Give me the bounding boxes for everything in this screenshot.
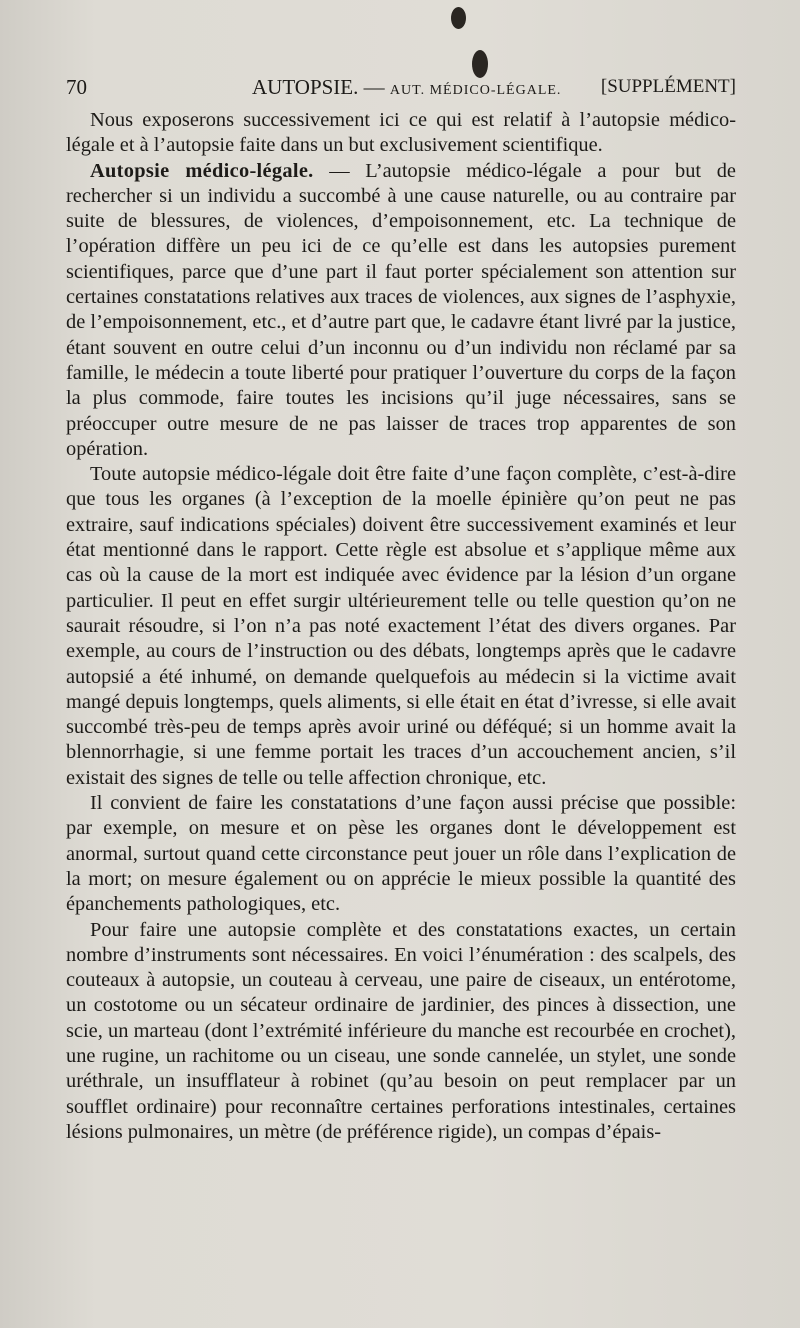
paragraph-3: Toute autopsie médico-légale doit être faite d’une façon complète, c’est-à-dire que tous les organes (à l’exception de la moelle épinière qu’on peut ne pas extraire, sauf indications spéciales) doivent être successivement examinés et leur état mentionné dans le rapport. Cette règle est absolue et s’applique même aux cas où la cause de la mort est indiquée avec évidence par la lésion d’un organe particulier. Il peut en effet surgir ultérieurement telle ou telle question qu’on ne saurait résoudre, si l’on n’a pas noté exactement l’état des divers organes. Par exemple, au cours de l’instruction ou des débats, longtemps après que le cadavre autopsié a été inhumé, on demande quelquefois au médecin si la victime avait mangé depuis longtemps, quels aliments, si elle était en état d’ivresse, si elle avait succombé très-peu de temps après avoir uriné ou déféqué; si un homme avait la blennorrhagie, si une femme portait les traces d’un accouchement ancien, s’il existait des signes de telle ou telle affection chronique, etc. [66,463,736,789]
running-title-sub: AUT. MÉDICO-LÉGALE. [389,83,562,98]
running-title [252,72,561,106]
paragraph-4: Il convient de faire les constatations d’une façon aussi précise que possible: par exemple, on mesure et on pèse les organes dont le développement est anormal, surtout quand cette circonstance peut jouer un rôle dans l’explication de la mort; on mesure également ou on apprécie le mieux possible la quantité des épanchements pathologiques, etc. [66,792,736,916]
body-text [66,108,736,1145]
ink-spot [451,7,466,29]
paragraph-5: Pour faire une autopsie complète et des constatations exactes, un certain nombre d’instruments sont nécessaires. En voici l’énumération : des scalpels, des couteaux à autopsie, un couteau à cerveau, une paire de ciseaux, un entérotome, un costotome ou un sécateur ordinaire de jardinier, des pinces à dissection, une scie, un marteau (dont l’extrémité inférieure du manche est recourbée en crochet), une rugine, un rachitome ou un ciseau, une sonde cannelée, un stylet, une sonde uréthrale, un insufflateur à robinet (qu’au besoin on peut remplacer par un soufflet ordinaire) pour reconnaître certaines perforations intestinales, certaines lésions pulmonaires, un mètre (de préférence rigide), un compas d’épais- [66,918,736,1143]
section-heading: Autopsie médico-légale. [90,159,314,182]
running-title-dash: — [358,75,390,99]
running-head [66,72,736,102]
running-title-main: AUTOPSIE. [252,75,359,99]
paragraph-1: Nous exposerons successivement ici ce qui est relatif à l’autopsie médico-légale et à l’autopsie faite dans un but exclusivement scientifique. [66,109,736,157]
paragraph-2-text: — L’autopsie médico-légale a pour but de rechercher si un individu a succombé à une cause naturelle, ou au contraire par suite de blessures, de violences, d’empoisonnement, etc. La technique de l’opération diffère un peu ici de ce qu’elle est dans les autopsies purement scientifiques, parce que d’une part il faut porter spécialement son attention sur certaines constatations relatives aux traces de violences, aux signes de l’asphyxie, de l’empoisonnement, etc., et d’autre part que, le cadavre étant livré par la justice, étant souvent en outre celui d’un inconnu ou d’un individu non réclamé par sa famille, le médecin a toute liberté pour pratiquer l’ouverture du corps de la façon la plus commode, faire toutes les incisions qu’il juge nécessaires, sans se préoccuper outre mesure de ne pas laisser de traces trop apparentes de son opération. [66,159,736,460]
paragraph-2 [66,159,736,463]
section-label: [SUPPLÉMENT] [600,76,736,97]
page-number: 70 [66,75,87,99]
